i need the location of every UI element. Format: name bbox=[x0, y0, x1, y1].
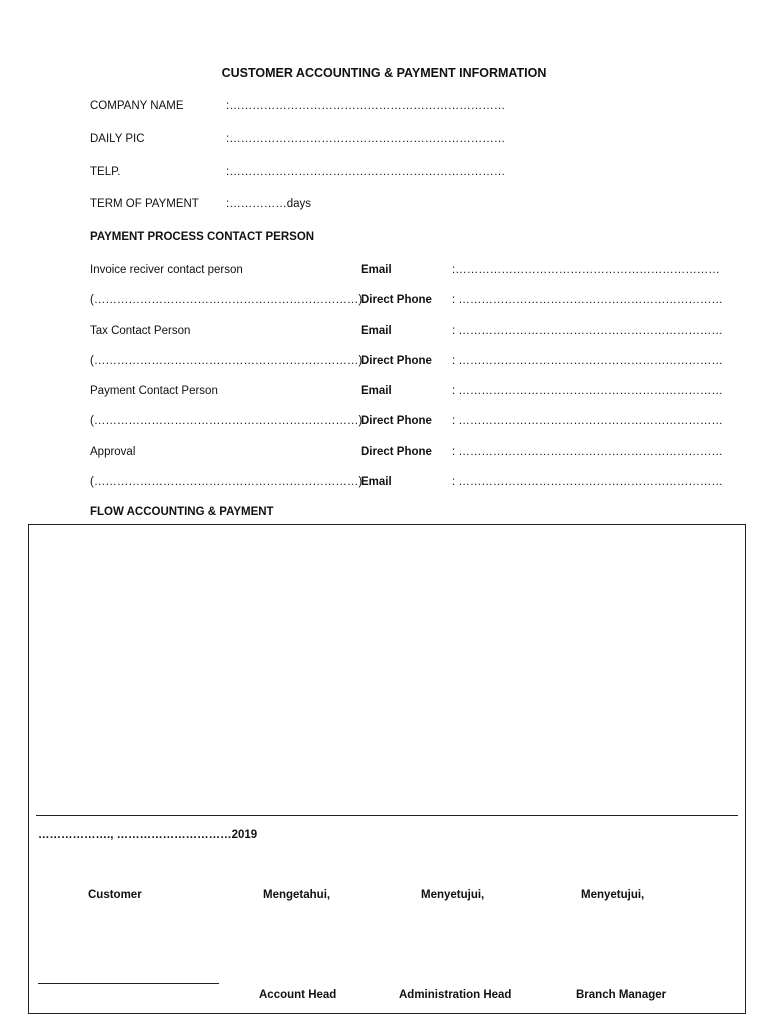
payment-section-title: PAYMENT PROCESS CONTACT PERSON bbox=[90, 231, 315, 243]
contact-key: Direct Phone bbox=[361, 446, 432, 458]
contact-left: Tax Contact Person bbox=[90, 325, 191, 337]
daily-pic-field: :……………………………………………………………… bbox=[226, 133, 506, 145]
menyetujui-label: Menyetujui, bbox=[581, 889, 645, 901]
telp-label: TELP. bbox=[90, 166, 121, 178]
company-name-label: COMPANY NAME bbox=[90, 100, 184, 112]
mengetahui-label: Mengetahui, bbox=[263, 889, 331, 901]
contact-key: Email bbox=[361, 264, 392, 276]
contact-value: : …………………………………………………………… bbox=[452, 446, 723, 458]
form-title: CUSTOMER ACCOUNTING & PAYMENT INFORMATION bbox=[221, 66, 547, 80]
contact-left: (……………………………………………………………) bbox=[90, 294, 363, 306]
contact-left: (……………………………………………………………) bbox=[90, 415, 363, 427]
contact-key: Email bbox=[361, 385, 392, 397]
contact-key: Direct Phone bbox=[361, 294, 432, 306]
term-of-payment-field: :……………days bbox=[226, 198, 311, 210]
contact-left: (……………………………………………………………) bbox=[90, 355, 363, 367]
contact-left: Invoice reciver contact person bbox=[90, 264, 243, 276]
contact-key: Direct Phone bbox=[361, 355, 432, 367]
contact-left: (……………………………………………………………) bbox=[90, 476, 363, 488]
contact-value: : …………………………………………………………… bbox=[452, 385, 723, 397]
divider-line bbox=[36, 815, 738, 816]
daily-pic-label: DAILY PIC bbox=[90, 133, 145, 145]
contact-value: : …………………………………………………………… bbox=[452, 294, 723, 306]
company-name-field: :……………………………………………………………… bbox=[226, 100, 506, 112]
flow-section-title: FLOW ACCOUNTING & PAYMENT bbox=[90, 506, 274, 518]
contact-value: : …………………………………………………………… bbox=[452, 355, 723, 367]
contact-value: : …………………………………………………………… bbox=[452, 415, 723, 427]
flow-box bbox=[28, 524, 746, 1014]
account-head-label: Account Head bbox=[259, 989, 337, 1001]
branch-manager-label: Branch Manager bbox=[576, 989, 667, 1001]
administration-head-label: Administration Head bbox=[399, 989, 512, 1001]
contact-key: Direct Phone bbox=[361, 415, 432, 427]
contact-key: Email bbox=[361, 325, 392, 337]
telp-field: :……………………………………………………………… bbox=[226, 166, 506, 178]
term-of-payment-label: TERM OF PAYMENT bbox=[90, 198, 199, 210]
contact-key: Email bbox=[361, 476, 392, 488]
contact-value: : …………………………………………………………… bbox=[452, 325, 723, 337]
customer-signature-line bbox=[38, 983, 219, 984]
customer-label: Customer bbox=[88, 889, 142, 901]
contact-left: Payment Contact Person bbox=[90, 385, 218, 397]
contact-value: : …………………………………………………………… bbox=[452, 476, 723, 488]
menyetujui-label: Menyetujui, bbox=[421, 889, 485, 901]
contact-left: Approval bbox=[90, 446, 136, 458]
contact-value: :…………………………………………………………… bbox=[452, 264, 720, 276]
date-line: ………………., …………………………2019 bbox=[38, 829, 258, 841]
